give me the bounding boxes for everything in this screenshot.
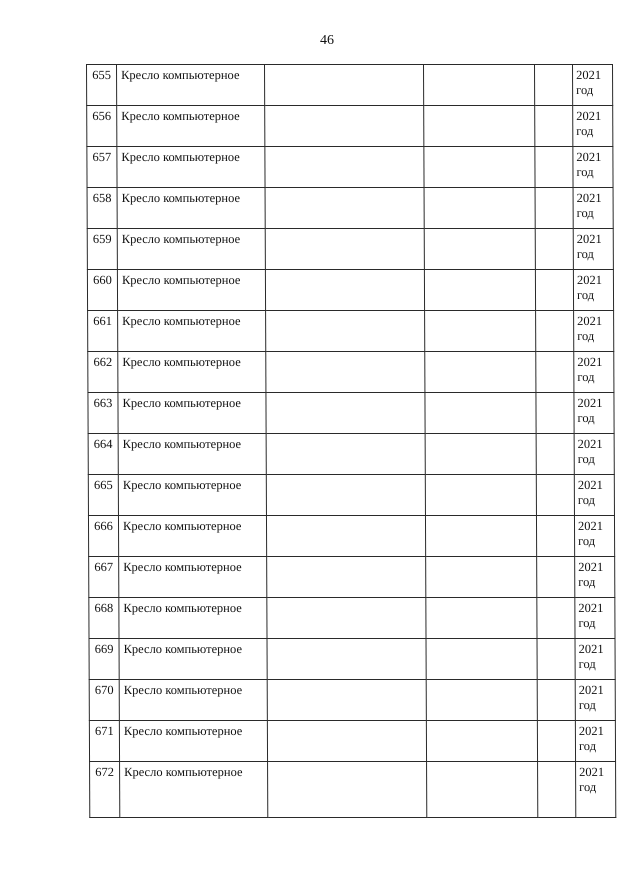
row-number-cell: 666 [88,516,118,557]
year-cell [573,106,613,147]
empty-cell-2 [424,106,535,147]
empty-cell-1 [267,557,426,598]
empty-cell-2 [426,680,537,721]
empty-cell-2 [426,557,537,598]
empty-cell-3 [537,557,575,598]
empty-cell-2 [425,475,536,516]
empty-cell-2 [424,65,535,106]
empty-cell-3 [535,147,573,188]
year-cell [575,598,615,639]
year-cell [574,516,614,557]
row-number-cell: 664 [88,434,118,475]
table-row [88,434,614,475]
row-number-cell: 661 [88,311,118,352]
table-row [88,352,614,393]
item-name-cell: Кресло компьютерное [118,434,266,475]
empty-cell-1 [266,352,425,393]
year-value: 2021 [577,396,603,410]
empty-cell-3 [536,311,574,352]
year-cell [574,352,614,393]
item-name-cell: Кресло компьютерное [118,516,266,557]
year-value: 2021 [578,560,604,574]
empty-cell-3 [538,762,576,818]
year-cell [575,557,615,598]
year-cell [574,393,614,434]
item-name-cell: Кресло компьютерное [117,188,265,229]
year-cell [573,270,613,311]
empty-cell-3 [537,680,575,721]
empty-cell-2 [424,188,535,229]
empty-cell-3 [537,598,575,639]
year-cell [576,762,616,818]
table-row [87,188,613,229]
empty-cell-1 [265,106,424,147]
year-value: 2021 [578,724,604,738]
row-number-cell: 671 [89,721,119,762]
empty-cell-2 [424,270,535,311]
year-unit: год [577,370,595,384]
empty-cell-3 [535,106,573,147]
year-unit: год [576,124,594,138]
empty-cell-1 [267,680,426,721]
year-value: 2021 [576,273,602,287]
empty-cell-2 [425,311,536,352]
year-cell [575,680,615,721]
empty-cell-1 [266,516,425,557]
row-number-cell: 663 [88,393,118,434]
item-name-cell: Кресло компьютерное [118,475,266,516]
empty-cell-3 [535,229,573,270]
item-name-cell: Кресло компьютерное [117,229,265,270]
year-cell [573,147,613,188]
year-cell [574,311,614,352]
table-row [90,762,616,818]
empty-cell-3 [535,65,573,106]
empty-cell-2 [426,639,537,680]
empty-cell-1 [265,147,424,188]
row-number-cell: 668 [89,598,119,639]
empty-cell-1 [266,393,425,434]
year-value: 2021 [577,478,603,492]
year-value: 2021 [578,683,604,697]
inventory-table [86,64,616,818]
year-unit: год [578,739,597,753]
empty-cell-2 [425,434,536,475]
year-cell [573,188,613,229]
year-unit: год [578,657,596,671]
table-row [87,229,613,270]
empty-cell-1 [267,639,426,680]
table-row [87,147,613,188]
empty-cell-2 [426,598,537,639]
table-row [89,598,615,639]
empty-cell-3 [536,434,574,475]
year-value: 2021 [577,355,603,369]
row-number-cell: 665 [88,475,118,516]
item-name-cell: Кресло компьютерное [120,762,268,818]
year-cell [574,475,614,516]
empty-cell-3 [536,393,574,434]
empty-cell-1 [268,762,427,818]
item-name-cell: Кресло компьютерное [119,680,267,721]
row-number-cell: 662 [88,352,118,393]
year-unit: год [577,493,596,507]
year-value: 2021 [576,68,602,82]
item-name-cell: Кресло компьютерное [119,639,267,680]
empty-cell-1 [266,475,425,516]
year-unit: год [579,780,597,794]
table-row [89,639,615,680]
year-value: 2021 [576,232,602,246]
item-name-cell: Кресло компьютерное [117,147,265,188]
empty-cell-3 [536,475,574,516]
item-name-cell: Кресло компьютерное [118,311,266,352]
year-cell [573,65,613,106]
year-cell [575,721,615,762]
year-cell [573,229,613,270]
year-value: 2021 [576,150,602,164]
row-number-cell: 655 [87,65,117,106]
empty-cell-1 [265,229,424,270]
row-number-cell: 659 [87,229,117,270]
row-number-cell: 670 [89,680,119,721]
row-number-cell: 658 [87,188,117,229]
empty-cell-1 [266,434,425,475]
table-row [89,680,615,721]
table-row [87,106,613,147]
table-row [89,557,615,598]
empty-cell-1 [266,311,425,352]
empty-cell-3 [537,721,575,762]
year-value: 2021 [576,191,602,205]
year-value: 2021 [577,437,603,451]
row-number-cell: 657 [87,147,117,188]
empty-cell-2 [424,147,535,188]
item-name-cell: Кресло компьютерное [117,106,265,147]
year-value: 2021 [578,642,604,656]
year-unit: год [577,411,595,425]
inventory-table-body [87,65,616,818]
item-name-cell: Кресло компьютерное [117,65,265,106]
year-unit: год [578,616,596,630]
empty-cell-1 [267,721,426,762]
empty-cell-2 [427,762,538,818]
empty-cell-1 [265,65,424,106]
empty-cell-2 [424,229,535,270]
year-unit: год [578,534,596,548]
empty-cell-2 [426,721,537,762]
item-name-cell: Кресло компьютерное [119,598,267,639]
empty-cell-3 [535,270,573,311]
item-name-cell: Кресло компьютерное [117,270,265,311]
year-unit: год [577,452,595,466]
year-value: 2021 [577,314,603,328]
year-unit: год [576,206,594,220]
row-number-cell: 669 [89,639,119,680]
page-number: 46 [320,33,334,48]
row-number-cell: 660 [87,270,117,311]
empty-cell-1 [265,270,424,311]
year-unit: год [578,698,596,712]
table-row [89,721,615,762]
empty-cell-3 [537,639,575,680]
empty-cell-2 [425,352,536,393]
empty-cell-2 [425,393,536,434]
empty-cell-1 [265,188,424,229]
year-value: 2021 [577,519,604,533]
table-row [88,475,614,516]
year-unit: год [576,247,594,261]
item-name-cell: Кресло компьютерное [119,721,267,762]
table-row [87,65,613,106]
year-cell [574,434,614,475]
empty-cell-3 [536,516,574,557]
item-name-cell: Кресло компьютерное [118,393,266,434]
year-unit: год [576,165,594,179]
item-name-cell: Кресло компьютерное [118,352,266,393]
year-unit: год [578,575,596,589]
table-row [87,270,613,311]
empty-cell-2 [425,516,536,557]
year-unit: год [576,288,595,302]
year-cell [575,639,615,680]
year-value: 2021 [578,601,604,615]
year-value: 2021 [576,109,602,123]
item-name-cell: Кресло компьютерное [119,557,267,598]
row-number-cell: 672 [90,762,120,818]
table-row [88,393,614,434]
row-number-cell: 667 [89,557,119,598]
row-number-cell: 656 [87,106,117,147]
year-unit: год [577,329,595,343]
year-value: 2021 [579,765,605,779]
empty-cell-3 [536,352,574,393]
year-unit: год [576,83,594,97]
table-row [88,311,614,352]
empty-cell-1 [267,598,426,639]
empty-cell-3 [535,188,573,229]
table-row [88,516,614,557]
